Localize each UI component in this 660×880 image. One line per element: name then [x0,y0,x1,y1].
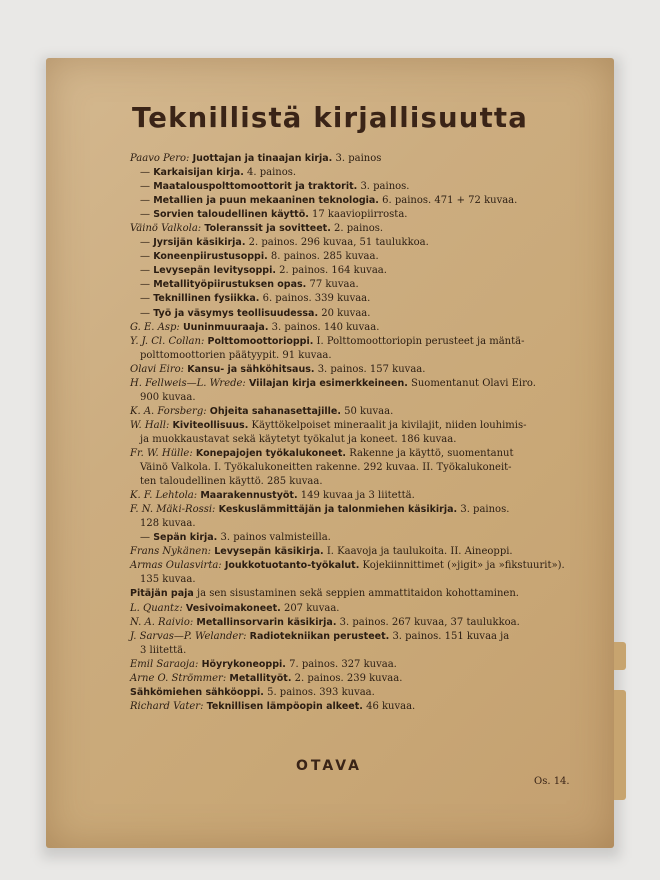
ditto-dash: — [140,195,150,207]
book-details: 46 kuvaa. [366,700,416,712]
catalog-code: Os. 14. [534,776,570,787]
book-details: 3. painos. 267 kuvaa, 37 taulukkoa. [339,616,520,628]
book-entry [130,419,608,433]
book-title: Vesivoimakoneet. [185,602,281,614]
book-author: Richard Vater: [130,700,204,712]
ditto-dash: — [140,251,150,263]
ditto-dash: — [140,181,150,193]
ditto-dash: — [140,307,150,319]
book-title: Teknillisen lämpöopin alkeet. [206,700,363,712]
book-details-continued: 128 kuvaa. [140,518,196,530]
book-details-continued: ja muokkaustavat sekä käytetyt työkalut ja koneet. 186 kuvaa. [140,433,457,445]
book-entry [130,250,608,264]
book-entry [130,377,608,391]
book-details: I. Kaavoja ja taulukoita. II. Aineoppi. [326,546,513,558]
ditto-dash: — [140,265,150,277]
book-title: Viilajan kirja esimerkkeineen. [249,377,408,389]
book-details: 2. painos. 239 kuvaa. [294,672,403,684]
book-title: Metallityöt. [229,672,292,684]
book-details: 50 kuvaa. [344,405,394,417]
book-details: ja sen sisustaminen sekä seppien ammattitaidon kohottaminen. [196,588,519,600]
book-entry [130,630,608,644]
book-details: 4. painos. [247,167,297,179]
book-title: Keskuslämmittäjän ja talonmiehen käsikirja. [218,504,458,516]
book-title: Kansu- ja sähköhitsaus. [187,363,315,375]
book-entry [130,363,608,377]
book-author: Paavo Pero: [130,153,190,164]
book-details-continued: 135 kuvaa. [140,574,196,586]
book-author: Emil Saraoja: [130,658,199,670]
book-entry [130,700,608,714]
book-details: Rakenne ja käyttö, suomentanut [349,447,514,459]
book-details: 77 kuvaa. [309,279,359,291]
book-title: Sorvien taloudellinen käyttö. [153,209,309,221]
book-title: Uuninmuuraaja. [182,321,269,333]
book-author: L. Quantz: [130,602,183,614]
book-details-continued: 3 liitettä. [140,644,187,656]
book-details: 3. painos [335,153,382,164]
book-details: 2. painos. 164 kuvaa. [279,265,387,277]
book-author: Frans Nykänen: [130,546,212,558]
book-details: 149 kuvaa ja 3 liitettä. [300,490,415,502]
book-entry [130,545,608,559]
book-title: Maarakennustyöt. [200,490,298,502]
book-details: I. Polttomoottoriopin perusteet ja mäntä- [316,335,525,347]
page-title: Teknillistä kirjallisuutta [131,102,529,134]
book-title: Metallityöpiirustuksen opas. [153,279,307,291]
book-list [130,152,608,714]
book-author: Väinö Valkola: [130,223,202,235]
book-entry [130,194,608,208]
book-title: Metallien ja puun mekaaninen teknologia. [153,195,379,207]
page-edge-tab [612,690,626,800]
book-entry [130,616,608,630]
book-title: Koneenpiirustusoppi. [153,251,268,263]
book-entry [130,152,608,166]
book-title: Karkaisijan kirja. [153,167,244,179]
book-title: Pitäjän paja [130,588,194,600]
book-author: H. Fellweis—L. Wrede: [130,377,246,389]
book-details: 20 kuvaa. [321,307,371,319]
book-title: Polttomoottorioppi. [207,335,314,347]
book-entry [130,602,608,616]
book-title: Maatalouspolttomoottorit ja traktorit. [153,181,358,193]
publisher-name: OTAVA [296,758,362,774]
book-details: 7. painos. 327 kuvaa. [289,658,397,670]
book-title: Levysepän käsikirja. [214,546,324,558]
book-title: Radiotekniikan perusteet. [249,630,390,642]
book-author: W. Hall: [130,419,170,431]
book-details: 17 kaaviopiirrosta. [312,209,408,221]
book-title: Työ ja väsymys teollisuudessa. [153,307,319,319]
book-author: Y. J. Cl. Collan: [130,335,205,347]
book-details: 3. painos. 140 kuvaa. [271,321,380,333]
book-details: 6. painos. 471 + 72 kuvaa. [382,195,518,207]
book-details: 8. painos. 285 kuvaa. [270,251,379,263]
book-entry [130,559,608,573]
book-entry [130,503,608,517]
book-details: 6. painos. 339 kuvaa. [262,293,371,305]
ditto-dash: — [140,279,150,291]
book-entry [130,658,608,672]
book-details: 5. painos. 393 kuvaa. [267,686,375,698]
book-entry [130,166,608,180]
book-entry [130,489,608,503]
book-details-continued: polttomoottorien päätyypit. 91 kuvaa. [140,349,332,361]
book-author: Olavi Eiro: [130,363,185,375]
book-entry [130,278,608,292]
book-entry [130,180,608,194]
book-title: Levysepän levitysoppi. [153,265,276,277]
book-author: K. F. Lehtola: [130,490,198,502]
book-title: Sähkömiehen sähköoppi. [130,686,264,698]
book-entry [130,405,608,419]
book-details: 3. painos. 157 kuvaa. [317,363,426,375]
page-edge-tab [612,642,626,670]
book-entry [130,264,608,278]
book-details: Suomentanut Olavi Eiro. [411,377,536,389]
book-title: Jyrsijän käsikirja. [153,237,246,249]
book-entry [130,531,608,545]
book-entry [130,208,608,222]
book-entry [130,292,608,306]
book-author: K. A. Forsberg: [130,405,207,417]
book-details: 3. painos. [360,181,410,193]
book-entry [130,307,608,321]
book-title: Konepajojen työkalukoneet. [195,447,346,459]
book-entry [130,587,608,601]
book-author: Arne O. Strömmer: [130,672,227,684]
book-title: Teknillinen fysiikka. [153,293,260,305]
book-entry [130,335,608,349]
book-details: 3. painos valmisteilla. [220,532,331,544]
book-entry [130,447,608,461]
book-entry [130,222,608,236]
book-title: Toleranssit ja sovitteet. [204,223,331,235]
book-title: Juottajan ja tinaajan kirja. [192,153,333,164]
book-entry [130,686,608,700]
book-details: 207 kuvaa. [283,602,340,614]
book-back-cover [46,58,614,848]
book-details: 2. painos. 296 kuvaa, 51 taulukkoa. [248,237,429,249]
book-title: Sepän kirja. [153,532,218,544]
book-title: Metallinsorvarin käsikirja. [196,616,337,628]
ditto-dash: — [140,532,150,544]
book-details-continued: 900 kuvaa. [140,391,196,403]
book-title: Kiviteollisuus. [172,419,249,431]
book-author: G. E. Asp: [130,321,180,333]
book-entry [130,672,608,686]
book-title: Höyrykoneoppi. [201,658,286,670]
book-author: J. Sarvas—P. Welander: [130,630,247,642]
book-author: Armas Oulasvirta: [130,560,222,572]
ditto-dash: — [140,293,150,305]
book-title: Joukkotuotanto-työkalut. [224,560,360,572]
book-details: 3. painos. 151 kuvaa ja [392,630,510,642]
book-details: Kojekiinnittimet (»jigit» ja »fikstuurit»). [362,560,565,572]
ditto-dash: — [140,237,150,249]
book-details: 3. painos. [460,504,510,516]
book-details-continued: Väinö Valkola. I. Työkalukoneitten rakenne. 292 kuvaa. II. Työkalukoneit- [140,462,512,474]
book-details-continued: ten taloudellinen käyttö. 285 kuvaa. [140,476,323,488]
book-details: 2. painos. [334,223,384,235]
ditto-dash: — [140,167,150,179]
book-author: N. A. Raivio: [130,616,194,628]
book-entry [130,321,608,335]
book-title: Ohjeita sahanasettajille. [209,405,341,417]
book-details: Käyttökelpoiset mineraalit ja kivilajit, niiden louhimis- [251,419,527,431]
book-entry [130,236,608,250]
book-author: F. N. Mäki-Rossi: [130,504,216,516]
book-author: Fr. W. Hülle: [130,447,193,459]
ditto-dash: — [140,209,150,221]
